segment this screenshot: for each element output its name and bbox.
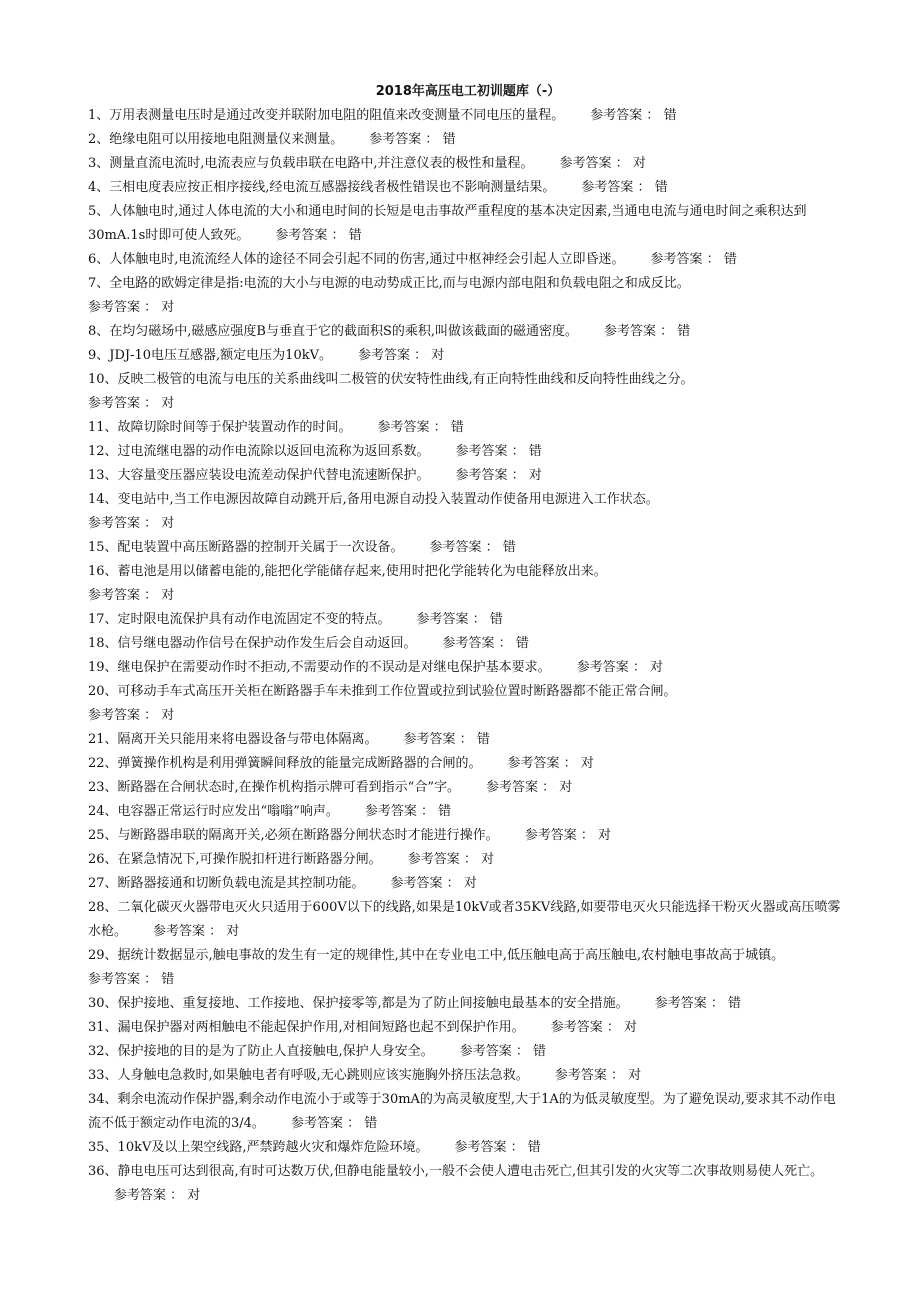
answer-label: 参考答案 ： [358,348,428,363]
question-item [88,1040,848,1064]
question-item [88,488,848,536]
question-item [88,416,848,440]
answer [555,1068,641,1083]
answer-value: 对 [632,156,646,171]
question-item [88,896,848,944]
question-text: 24、电容器正常运行时应发出“嗡嗡”响声。 [88,804,339,819]
answer-label: 参考答案 ： [114,1188,184,1203]
answer-value: 对 [559,780,573,795]
answer-label: 参考答案 ： [455,468,525,483]
answer-label: 参考答案 ： [576,660,646,675]
answer-label: 参考答案 ： [290,1116,361,1131]
question-text: 35、10kV及以上架空线路,严禁跨越火灾和爆炸危险环境。 [88,1140,429,1155]
question-item [88,440,848,464]
answer [486,780,572,795]
answer-value: 错 [677,324,691,339]
answer-label: 参考答案 ： [377,420,447,435]
answer [560,156,646,171]
question-text: 15、配电装置中高压断路器的控制开关属于一次设备。 [88,540,404,555]
answer-label: 参考答案 ： [407,852,477,867]
answer-label: 参考答案 ： [590,108,660,123]
answer-label: 参考答案 ： [275,228,345,243]
answer-value: 错 [476,732,490,747]
question-text: 16、蓄电池是用以储蓄电能的,能把化学能储存起来,使用时把化学能转化为电能释放出来。 [88,564,607,579]
question-text: 36、静电电压可达到很高,有时可达数万伏,但静电能量较小,一般不会使人遭电击死亡,但其引发的火灾等二次事故则易使人死亡。 [88,1164,824,1179]
answer-value: 错 [528,444,542,459]
question-item [88,272,848,320]
answer-label: 参考答案 ： [550,1020,620,1035]
question-item [88,1088,848,1136]
answer-label: 参考答案 ： [88,708,158,723]
question-item [88,176,848,200]
answer [443,636,529,651]
question-text: 10、反映二极管的电流与电压的关系曲线叫二极管的伏安特性曲线,有正向特性曲线和反向特性曲线之分。 [88,372,694,387]
answer [88,584,848,608]
answer-value: 错 [654,180,668,195]
answer [454,1140,540,1155]
question-text: 29、据统计数据显示,触电事故的发生有一定的规律性,其中在专业电工中,低压触电高于高压触电,农村触电事故高于城镇。 [88,948,785,963]
question-item [88,104,848,128]
answer-label: 参考答案 ： [88,300,158,315]
question-item [88,1064,848,1088]
answer [88,296,848,320]
question-item [88,368,848,416]
answer-value: 对 [161,588,175,603]
answer-value: 错 [161,972,175,987]
question-text: 9、JDJ-10电压互感器,额定电压为10kV。 [88,348,332,363]
question-list [88,104,848,1208]
question-item [88,1136,848,1160]
question-text: 31、漏电保护器对两相触电不能起保护作用,对相间短路也起不到保护作用。 [88,1020,525,1035]
answer-label: 参考答案 ： [554,1068,624,1083]
question-item [88,992,848,1016]
answer-value: 错 [663,108,677,123]
question-item [88,560,848,608]
question-item [88,824,848,848]
question-item [88,944,848,992]
question-text: 23、断路器在合闸状态时,在操作机构指示牌可看到指示“合”字。 [88,780,460,795]
question-item [88,464,848,488]
answer-value: 对 [580,756,594,771]
answer [391,876,477,891]
answer-value: 错 [502,540,516,555]
question-item [88,632,848,656]
question-item [88,872,848,896]
question-item [88,1160,848,1208]
answer-label: 参考答案 ： [403,732,473,747]
question-item [88,152,848,176]
answer-label: 参考答案 ： [88,516,158,531]
answer [551,1020,637,1035]
answer [508,756,594,771]
question-text: 28、二氧化碳灭火器带电灭火只适用于600V以下的线路,如果是10kV或者35KV线路,如要带电灭火只能选择干粉灭火器或高压喷雾水枪。 [88,900,841,939]
answer-label: 参考答案 ： [650,252,720,267]
question-text: 25、与断路器串联的隔离开关,必须在断路器分闸状态时才能进行操作。 [88,828,499,843]
answer [88,704,848,728]
question-item [88,248,848,272]
answer-label: 参考答案 ： [459,1044,529,1059]
question-item [88,800,848,824]
question-text: 11、故障切除时间等于保护装置动作的时间。 [88,420,352,435]
question-item [88,728,848,752]
answer-value: 对 [161,708,175,723]
question-text: 4、三相电度表应按正相序接线,经电流互感器接线者极性错误也不影响测量结果。 [88,180,556,195]
answer-label: 参考答案 ： [429,540,499,555]
question-text: 12、过电流继电器的动作电流除以返回电流称为返回系数。 [88,444,430,459]
question-item [88,1016,848,1040]
question-item [88,536,848,560]
answer [404,732,490,747]
answer [525,828,611,843]
answer-value: 对 [187,1188,201,1203]
question-text: 8、在均匀磁场中,磁感应强度B与垂直于它的截面积S的乘积,叫做该截面的磁通密度。 [88,324,578,339]
answer-value: 对 [161,516,175,531]
answer-value: 对 [528,468,542,483]
question-item [88,656,848,680]
answer [456,444,542,459]
question-item [88,776,848,800]
answer-value: 错 [489,612,503,627]
answer [655,996,741,1011]
question-text: 19、继电保护在需要动作时不拒动,不需要动作的不误动是对继电保护基本要求。 [88,660,551,675]
answer-value: 对 [597,828,611,843]
answer-label: 参考答案 ： [364,804,434,819]
question-item [88,128,848,152]
question-text: 33、人身触电急救时,如果触电者有呼吸,无心跳则应该实施胸外挤压法急救。 [88,1068,529,1083]
answer [114,1188,200,1203]
answer-label: 参考答案 ： [654,996,724,1011]
question-text: 34、剩余电流动作保护器,剩余动作电流小于或等于30mA的为高灵敏度型,大于1A的为低灵敏度型。为了避免误动,要求其不动作电流不低于额定动作电流的3/4。 [88,1092,836,1131]
question-text: 1、万用表测量电压时是通过改变并联附加电阻的阻值来改变测量不同电压的量程。 [88,108,565,123]
answer [604,324,690,339]
question-text: 5、人体触电时,通过人体电流的大小和通电时间的长短是电击事故严重程度的基本决定因素,当通电电流与通电时间之乘积达到30mA.1s时即可使人致死。 [88,204,807,243]
question-item [88,752,848,776]
answer-label: 参考答案 ： [88,972,158,987]
question-text: 7、全电路的欧姆定律是指:电流的大小与电源的电动势成正比,而与电源内部电阻和负载电阻之和成反比。 [88,276,690,291]
answer [408,852,494,867]
answer-label: 参考答案 ： [559,156,629,171]
answer-label: 参考答案 ： [524,828,594,843]
answer [358,348,444,363]
question-item [88,344,848,368]
answer-value: 错 [348,228,362,243]
answer [88,968,848,992]
question-text: 27、断路器接通和切断负载电流是其控制功能。 [88,876,365,891]
answer-label: 参考答案 ： [88,396,158,411]
answer-value: 对 [463,876,477,891]
question-text: 3、测量直流电流时,电流表应与负载串联在电路中,并注意仪表的极性和量程。 [88,156,534,171]
answer [275,228,361,243]
answer-value: 错 [438,804,452,819]
question-text: 17、定时限电流保护具有动作电流固定不变的特点。 [88,612,391,627]
question-item [88,320,848,344]
answer-label: 参考答案 ： [390,876,460,891]
answer-label: 参考答案 ： [604,324,674,339]
question-item [88,848,848,872]
question-text: 30、保护接地、重复接地、工作接地、保护接零等,都是为了防止间接触电最基本的安全措施。 [88,996,629,1011]
answer-value: 错 [727,996,741,1011]
answer-value: 对 [226,924,240,939]
answer [590,108,676,123]
question-text: 26、在紧急情况下,可操作脱扣杆进行断路器分闸。 [88,852,382,867]
question-text: 18、信号继电器动作信号在保护动作发生后会自动返回。 [88,636,417,651]
question-text: 22、弹簧操作机构是利用弹簧瞬间释放的能量完成断路器的合闸的。 [88,756,482,771]
answer-value: 对 [480,852,494,867]
question-text: 21、隔离开关只能用来将电器设备与带电体隔离。 [88,732,378,747]
answer-label: 参考答案 ： [581,180,651,195]
answer [291,1116,377,1131]
answer-label: 参考答案 ： [416,612,486,627]
question-text: 32、保护接地的目的是为了防止人直接触电,保护人身安全。 [88,1044,434,1059]
answer [153,924,239,939]
answer [460,1044,546,1059]
answer-label: 参考答案 ： [454,1140,524,1155]
answer-value: 对 [649,660,663,675]
question-text: 14、变电站中,当工作电源因故障自动跳开后,备用电源自动投入装置动作使备用电源进入工作状态。 [88,492,659,507]
answer-label: 参考答案 ： [153,924,223,939]
answer-label: 参考答案 ： [88,588,158,603]
answer-value: 错 [450,420,464,435]
answer [577,660,663,675]
answer [651,252,737,267]
answer [456,468,542,483]
question-item [88,200,848,248]
answer [581,180,667,195]
answer-value: 对 [431,348,445,363]
answer-value: 对 [628,1068,642,1083]
answer [417,612,503,627]
answer-label: 参考答案 ： [369,132,439,147]
answer [88,392,848,416]
answer [365,804,451,819]
question-item [88,680,848,728]
answer [430,540,516,555]
answer-value: 错 [723,252,737,267]
question-text: 6、人体触电时,电流流经人体的途径不同会引起不同的伤害,通过中枢神经会引起人立即昏迷。 [88,252,625,267]
answer-label: 参考答案 ： [455,444,525,459]
answer [88,512,848,536]
answer-label: 参考答案 ： [485,780,556,795]
answer-value: 对 [161,396,175,411]
answer-value: 对 [161,300,175,315]
answer-value: 错 [364,1116,378,1131]
answer-label: 参考答案 ： [442,636,512,651]
answer-value: 错 [532,1044,546,1059]
question-text: 20、可移动手车式高压开关柜在断路器手车未推到工作位置或拉到试验位置时断路器都不能正常合闸。 [88,684,677,699]
question-text: 2、绝缘电阻可以用接地电阻测量仪来测量。 [88,132,344,147]
question-text: 13、大容量变压器应装设电流差动保护代替电流速断保护。 [88,468,430,483]
answer-value: 错 [527,1140,541,1155]
answer-value: 错 [515,636,529,651]
answer [369,132,455,147]
answer-label: 参考答案 ： [507,756,577,771]
answer-value: 错 [442,132,456,147]
answer [378,420,464,435]
document-page [88,80,848,1208]
answer-value: 对 [623,1020,637,1035]
question-item [88,608,848,632]
document-title: 2018年高压电工初训题库（-） [375,84,561,99]
